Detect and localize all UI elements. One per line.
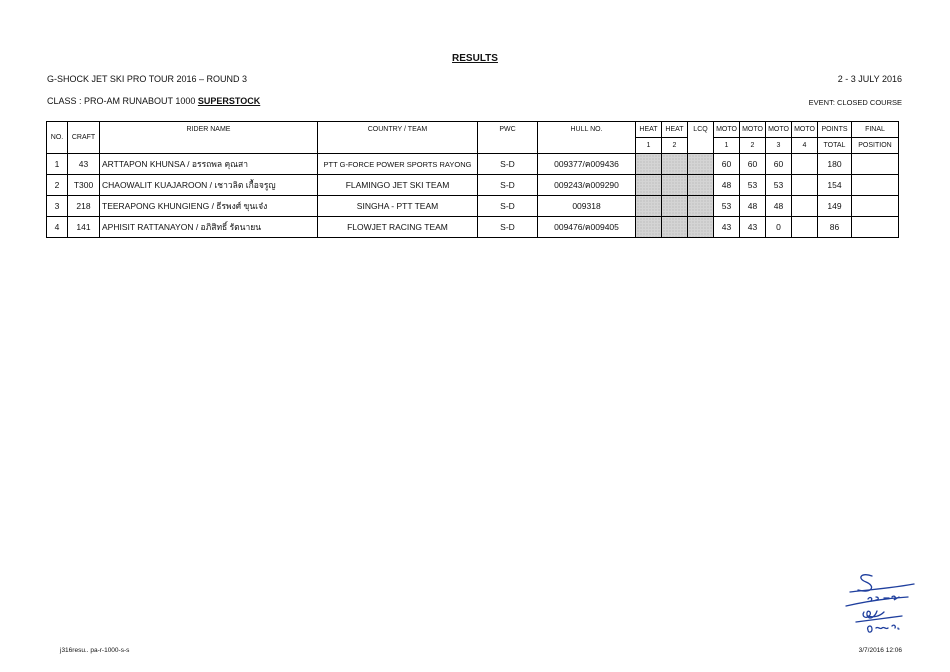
col-hull: HULL NO.	[538, 122, 636, 138]
cell-heat2	[662, 175, 688, 196]
cell-moto1: 60	[714, 154, 740, 175]
col-hull-sub	[538, 138, 636, 154]
cell-team: FLOWJET RACING TEAM	[318, 217, 478, 238]
col-moto3: MOTO	[766, 122, 792, 138]
col-lcq: LCQ	[688, 122, 714, 138]
cell-no: 3	[47, 196, 68, 217]
results-table	[46, 121, 899, 238]
cell-moto2: 60	[740, 154, 766, 175]
cell-moto3: 60	[766, 154, 792, 175]
col-craft: CRAFT	[68, 122, 100, 154]
cell-moto2: 48	[740, 196, 766, 217]
cell-total: 154	[818, 175, 852, 196]
col-moto3-sub: 3	[766, 138, 792, 154]
cell-total: 180	[818, 154, 852, 175]
table-row	[47, 217, 899, 238]
col-no: NO.	[47, 122, 68, 154]
cell-pwc: S-D	[478, 175, 538, 196]
col-heat1-sub: 1	[636, 138, 662, 154]
cell-craft: 43	[68, 154, 100, 175]
table-row	[47, 154, 899, 175]
col-pwc-sub	[478, 138, 538, 154]
cell-total: 86	[818, 217, 852, 238]
event-date: 2 - 3 JULY 2016	[837, 74, 902, 84]
cell-lcq	[688, 196, 714, 217]
event-type: EVENT: CLOSED COURSE	[808, 98, 902, 107]
col-position: POSITION	[852, 138, 899, 154]
cell-rider: CHAOWALIT KUAJAROON / เชาวลิต เกื้อจรูญ	[100, 175, 318, 196]
cell-heat2	[662, 154, 688, 175]
cell-no: 1	[47, 154, 68, 175]
cell-moto1: 43	[714, 217, 740, 238]
col-heat2: HEAT	[662, 122, 688, 138]
cell-moto3: 48	[766, 196, 792, 217]
cell-rider: ARTTAPON KHUNSA / อรรถพล คุณสา	[100, 154, 318, 175]
col-team: COUNTRY / TEAM	[318, 122, 478, 138]
cell-final	[852, 175, 899, 196]
table-row	[47, 175, 899, 196]
cell-heat1	[636, 196, 662, 217]
col-final: FINAL	[852, 122, 899, 138]
cell-rider: APHISIT RATTANAYON / อภิสิทธิ์ รัตนายน	[100, 217, 318, 238]
cell-moto4	[792, 175, 818, 196]
cell-heat1	[636, 175, 662, 196]
subheader-row	[47, 138, 899, 154]
col-lcq-sub	[688, 138, 714, 154]
cell-craft: 218	[68, 196, 100, 217]
cell-heat2	[662, 196, 688, 217]
cell-final	[852, 196, 899, 217]
class-label	[47, 96, 260, 106]
event-name: G-SHOCK JET SKI PRO TOUR 2016 – ROUND 3	[47, 74, 248, 84]
cell-moto3: 53	[766, 175, 792, 196]
cell-moto1: 48	[714, 175, 740, 196]
cell-hull: 009377/ค009436	[538, 154, 636, 175]
cell-no: 2	[47, 175, 68, 196]
table-row	[47, 196, 899, 217]
cell-no: 4	[47, 217, 68, 238]
cell-final	[852, 154, 899, 175]
header-row	[47, 122, 899, 138]
cell-craft: 141	[68, 217, 100, 238]
col-rider-sub	[100, 138, 318, 154]
handwritten-signature	[842, 570, 917, 638]
col-rider: RIDER NAME	[100, 122, 318, 138]
cell-hull: 009476/ค009405	[538, 217, 636, 238]
cell-team: FLAMINGO JET SKI TEAM	[318, 175, 478, 196]
cell-moto4	[792, 196, 818, 217]
cell-team: SINGHA - PTT TEAM	[318, 196, 478, 217]
col-team-sub	[318, 138, 478, 154]
col-moto1-sub: 1	[714, 138, 740, 154]
cell-moto1: 53	[714, 196, 740, 217]
cell-moto4	[792, 154, 818, 175]
col-total: TOTAL	[818, 138, 852, 154]
cell-rider: TEERAPONG KHUNGIENG / ธีรพงศ์ ขุนเจ๋ง	[100, 196, 318, 217]
cell-lcq	[688, 175, 714, 196]
cell-hull: 009243/ค009290	[538, 175, 636, 196]
cell-hull: 009318	[538, 196, 636, 217]
cell-heat1	[636, 154, 662, 175]
cell-moto4	[792, 217, 818, 238]
col-moto4-sub: 4	[792, 138, 818, 154]
col-points: POINTS	[818, 122, 852, 138]
col-moto2: MOTO	[740, 122, 766, 138]
cell-final	[852, 217, 899, 238]
col-heat1: HEAT	[636, 122, 662, 138]
cell-craft: T300	[68, 175, 100, 196]
cell-moto2: 43	[740, 217, 766, 238]
col-moto1: MOTO	[714, 122, 740, 138]
cell-pwc: S-D	[478, 154, 538, 175]
footer-timestamp: 3/7/2016 12:06	[858, 647, 902, 654]
cell-total: 149	[818, 196, 852, 217]
cell-heat1	[636, 217, 662, 238]
class-prefix: CLASS : PRO-AM RUNABOUT 1000	[47, 96, 198, 106]
footer-filename: j316resu.. pa-r-1000-s-s	[60, 647, 130, 654]
cell-pwc: S-D	[478, 196, 538, 217]
page-title: RESULTS	[452, 53, 498, 64]
col-moto4: MOTO	[792, 122, 818, 138]
cell-pwc: S-D	[478, 217, 538, 238]
cell-team: PTT G-FORCE POWER SPORTS RAYONG	[318, 154, 478, 175]
cell-moto3: 0	[766, 217, 792, 238]
class-emphasis: SUPERSTOCK	[197, 96, 261, 106]
cell-lcq	[688, 217, 714, 238]
cell-lcq	[688, 154, 714, 175]
cell-moto2: 53	[740, 175, 766, 196]
col-heat2-sub: 2	[662, 138, 688, 154]
cell-heat2	[662, 217, 688, 238]
col-pwc: PWC	[478, 122, 538, 138]
col-moto2-sub: 2	[740, 138, 766, 154]
